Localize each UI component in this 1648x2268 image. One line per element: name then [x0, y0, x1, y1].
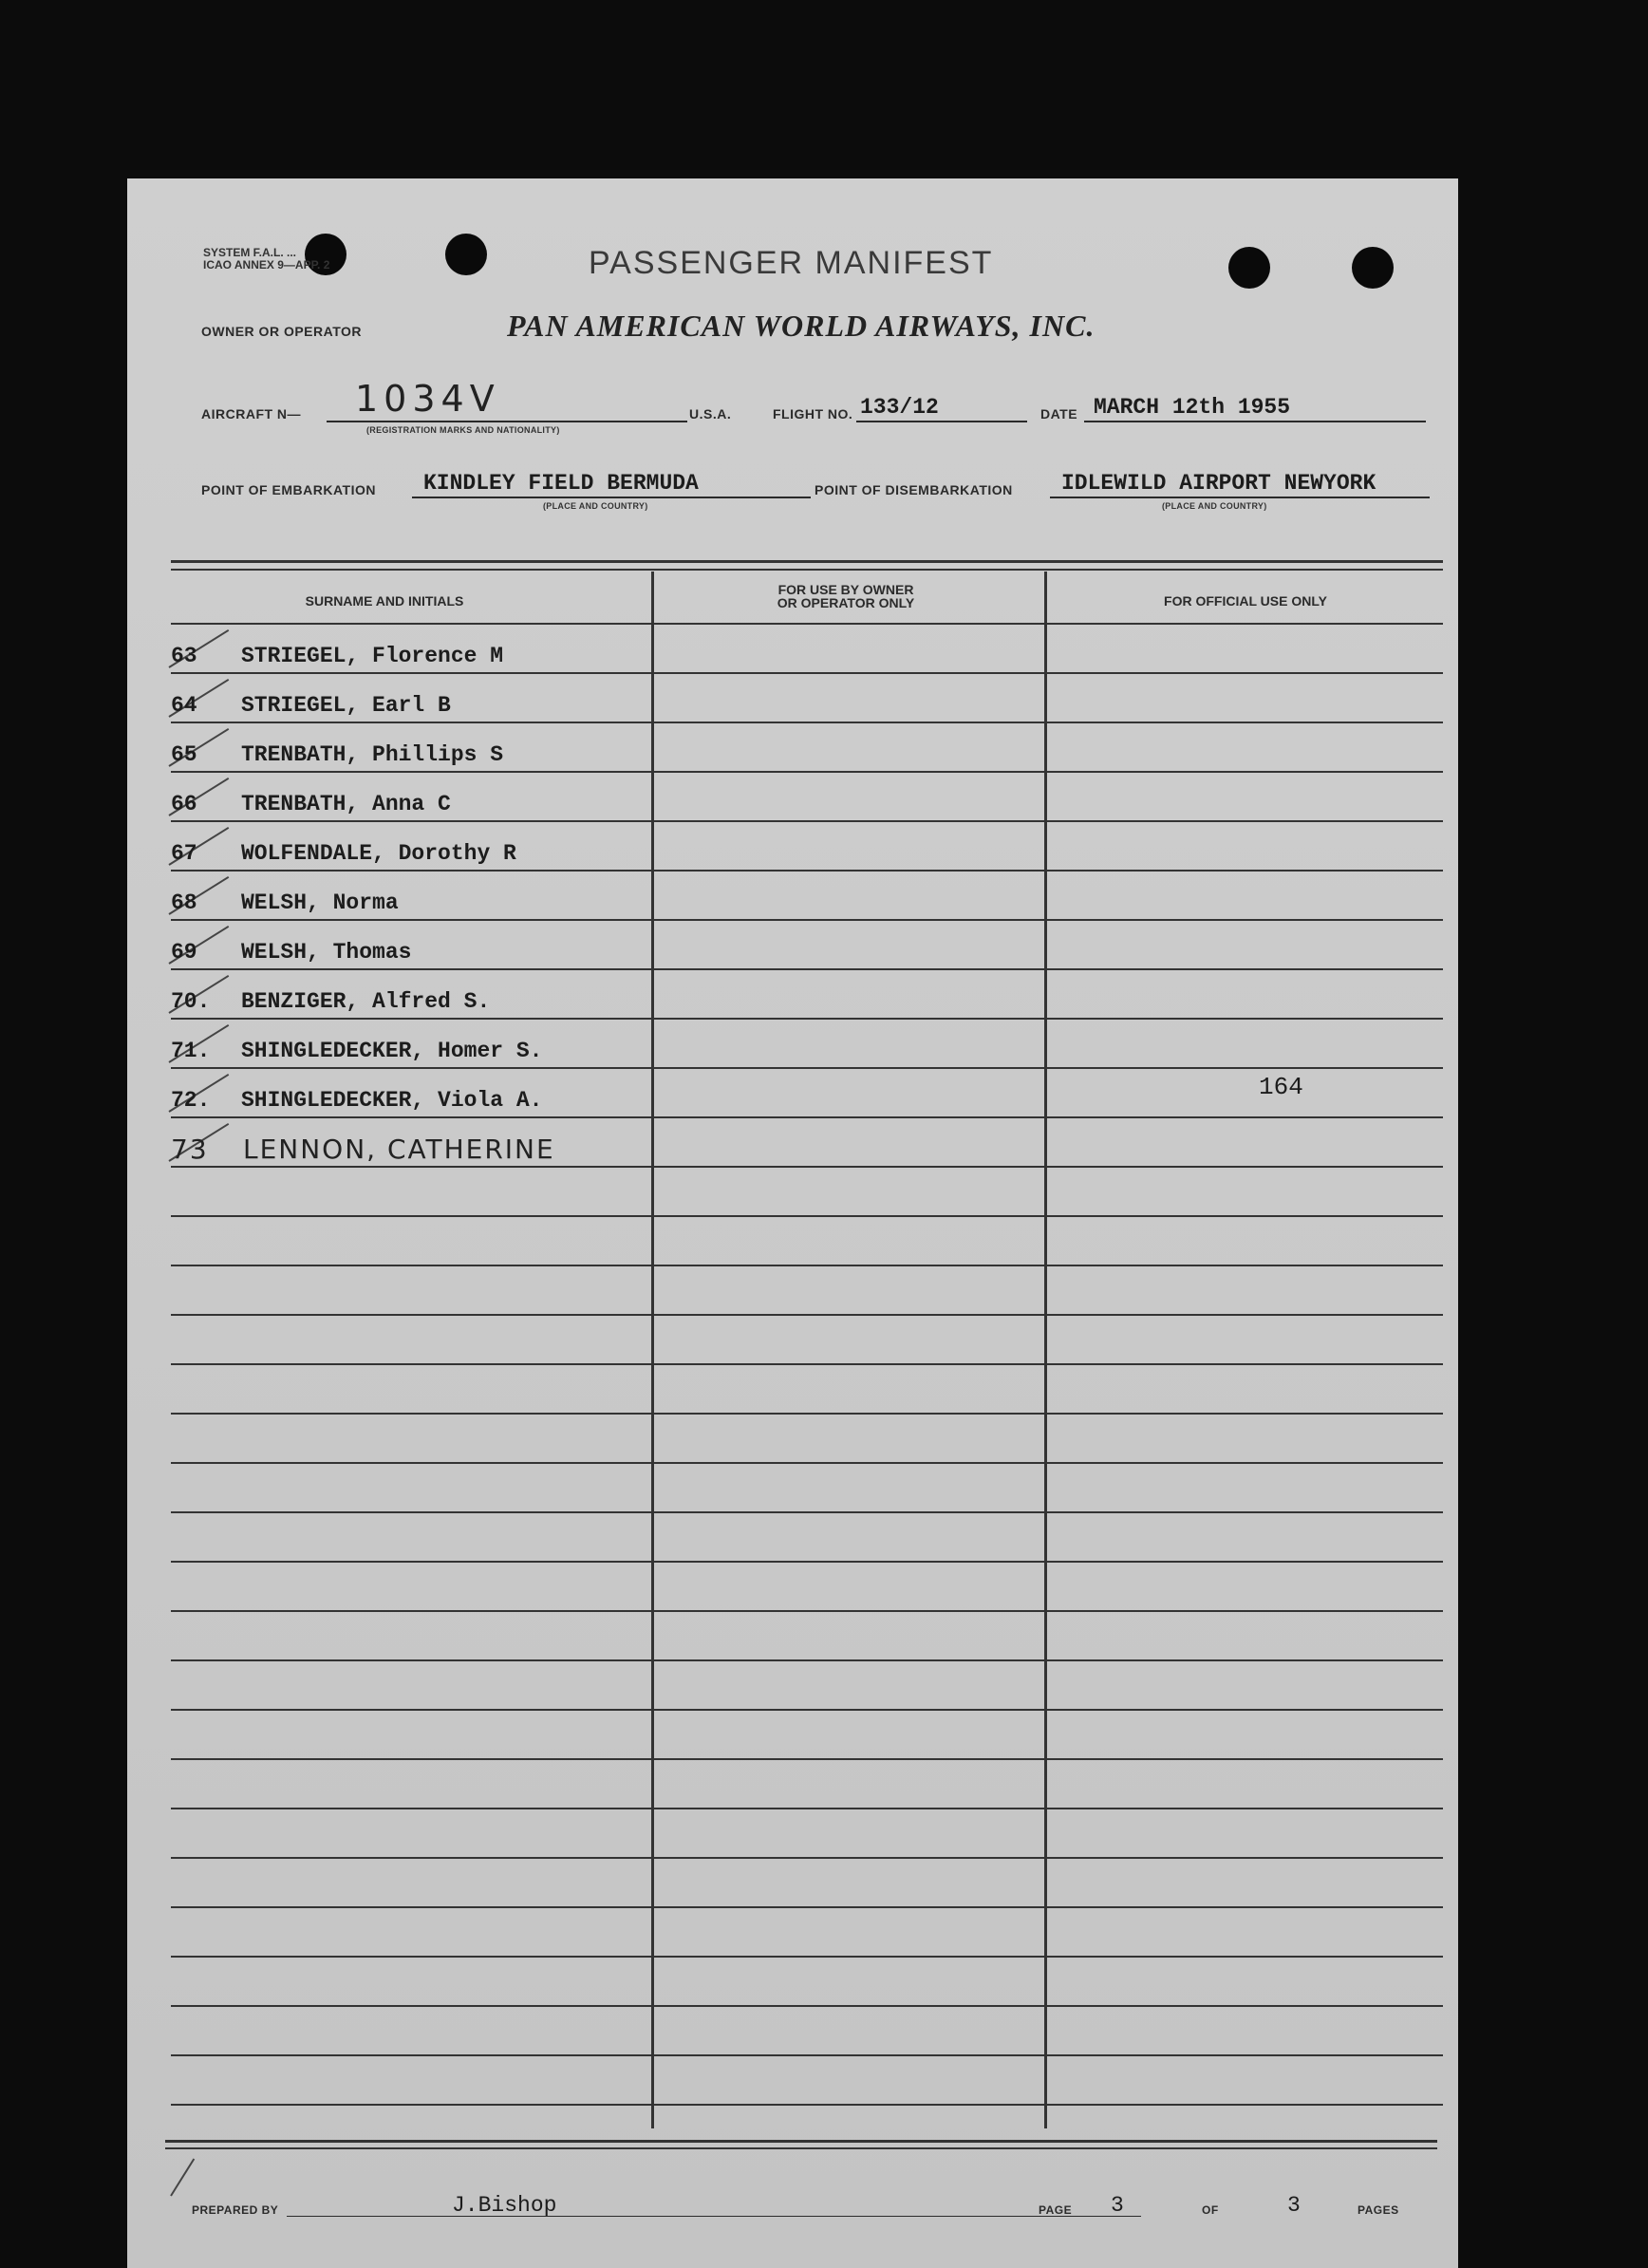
column-divider-1	[651, 572, 654, 2128]
ruled-line	[171, 2005, 1443, 2007]
ruled-line	[171, 1511, 1443, 1513]
col-header-surname: SURNAME AND INITIALS	[305, 593, 464, 609]
passenger-number: 72.	[171, 1088, 211, 1113]
passenger-name: TRENBATH, Phillips S	[241, 742, 504, 767]
ruled-line	[171, 870, 1443, 872]
flight-value: 133/12	[860, 395, 939, 420]
page-value: 3	[1111, 2193, 1124, 2218]
embarkation-caption: (PLACE AND COUNTRY)	[543, 501, 648, 511]
ruled-line	[171, 1215, 1443, 1217]
ruled-line	[171, 672, 1443, 674]
passenger-number: 69	[171, 940, 197, 965]
ruled-line	[171, 1413, 1443, 1415]
table-bottom-rule-2	[165, 2147, 1437, 2149]
ruled-line	[171, 1166, 1443, 1168]
ruled-line	[171, 2054, 1443, 2056]
embarkation-label: POINT OF EMBARKATION	[201, 482, 376, 497]
passenger-name: SHINGLEDECKER, Homer S.	[241, 1039, 543, 1063]
disembarkation-value: IDLEWILD AIRPORT NEWYORK	[1061, 471, 1376, 496]
ruled-line	[171, 1265, 1443, 1266]
ruled-line	[171, 1462, 1443, 1464]
official-note: 164	[1259, 1073, 1303, 1101]
passenger-number: 70.	[171, 989, 211, 1014]
owner-label: OWNER OR OPERATOR	[201, 324, 362, 339]
ruled-line	[171, 1659, 1443, 1661]
of-value: 3	[1287, 2193, 1301, 2218]
date-label: DATE	[1040, 406, 1078, 422]
passenger-number: 68	[171, 890, 197, 915]
owner-value: PAN AMERICAN WORLD AIRWAYS, INC.	[507, 309, 1096, 343]
document-title: PASSENGER MANIFEST	[589, 245, 994, 281]
passenger-name: BENZIGER, Alfred S.	[241, 989, 491, 1014]
punch-hole-3	[1228, 247, 1270, 289]
ruled-line	[171, 1709, 1443, 1711]
passenger-name: TRENBATH, Anna C	[241, 792, 451, 816]
ruled-line	[171, 2104, 1443, 2106]
col-header-official: FOR OFFICIAL USE ONLY	[1164, 593, 1327, 609]
ruled-line	[171, 1018, 1443, 1020]
ruled-line	[171, 1314, 1443, 1316]
ruled-line	[171, 623, 1443, 625]
ruled-line	[171, 968, 1443, 970]
passenger-name: SHINGLEDECKER, Viola A.	[241, 1088, 543, 1113]
ruled-line	[171, 820, 1443, 822]
passenger-number: 73	[171, 1134, 209, 1165]
aircraft-underline	[327, 421, 687, 422]
pages-label: PAGES	[1358, 2203, 1399, 2217]
punch-hole-4	[1352, 247, 1394, 289]
table-top-rule-2	[171, 569, 1443, 571]
ruled-line	[171, 1857, 1443, 1859]
ruled-line	[171, 1363, 1443, 1365]
disembarkation-caption: (PLACE AND COUNTRY)	[1162, 501, 1267, 511]
passenger-number: 65	[171, 742, 197, 767]
embarkation-value: KINDLEY FIELD BERMUDA	[423, 471, 699, 496]
ruled-line	[171, 1956, 1443, 1958]
disembarkation-underline	[1050, 497, 1430, 498]
usa-label: U.S.A.	[689, 406, 732, 422]
passenger-name: WELSH, Thomas	[241, 940, 412, 965]
ruled-line	[171, 771, 1443, 773]
flight-label: FLIGHT NO.	[773, 406, 853, 422]
passenger-name: WOLFENDALE, Dorothy R	[241, 841, 516, 866]
col-header-owner-line2: OR OPERATOR ONLY	[777, 595, 915, 610]
col-header-owner-line1: FOR USE BY OWNER	[777, 582, 914, 597]
date-underline	[1084, 421, 1426, 422]
footer-check-mark	[170, 2158, 195, 2196]
of-label: OF	[1202, 2203, 1219, 2217]
prepared-by-value: J.Bishop	[452, 2193, 557, 2218]
ruled-line	[171, 919, 1443, 921]
registration-caption: (REGISTRATION MARKS AND NATIONALITY)	[366, 425, 560, 435]
table-top-rule	[171, 560, 1443, 563]
passenger-name: WELSH, Norma	[241, 890, 399, 915]
passenger-number: 66	[171, 792, 197, 816]
aircraft-label: AIRCRAFT N—	[201, 406, 302, 422]
passenger-number: 71.	[171, 1039, 211, 1063]
ruled-line	[171, 722, 1443, 723]
form-ref-line2: ICAO ANNEX 9—APP. 2	[203, 258, 330, 272]
embarkation-underline	[412, 497, 811, 498]
ruled-line	[171, 1906, 1443, 1908]
passenger-name: LENNON, CATHERINE	[243, 1134, 555, 1165]
flight-underline	[856, 421, 1027, 422]
passenger-name: STRIEGEL, Earl B	[241, 693, 451, 718]
form-ref-line1: SYSTEM F.A.L. ...	[203, 246, 297, 259]
ruled-line	[171, 1808, 1443, 1809]
punch-hole-2	[445, 234, 487, 275]
disembarkation-label: POINT OF DISEMBARKATION	[815, 482, 1013, 497]
column-divider-2	[1044, 572, 1047, 2128]
ruled-line	[171, 1610, 1443, 1612]
ruled-line	[171, 1116, 1443, 1118]
prepared-by-label: PREPARED BY	[192, 2203, 279, 2217]
manifest-sheet	[127, 178, 1458, 2268]
form-reference	[203, 247, 329, 272]
ruled-line	[171, 1067, 1443, 1069]
prepared-by-underline	[287, 2216, 1141, 2217]
passenger-number: 63	[171, 644, 197, 668]
aircraft-value: 1034V	[355, 378, 500, 420]
ruled-line	[171, 1561, 1443, 1563]
date-value: MARCH 12th 1955	[1094, 395, 1291, 420]
passenger-name: STRIEGEL, Florence M	[241, 644, 504, 668]
table-bottom-rule	[165, 2140, 1437, 2143]
ruled-line	[171, 1758, 1443, 1760]
passenger-number: 64	[171, 693, 197, 718]
col-header-owner	[651, 583, 1040, 609]
page-label: PAGE	[1039, 2203, 1073, 2217]
passenger-number: 67	[171, 841, 197, 866]
